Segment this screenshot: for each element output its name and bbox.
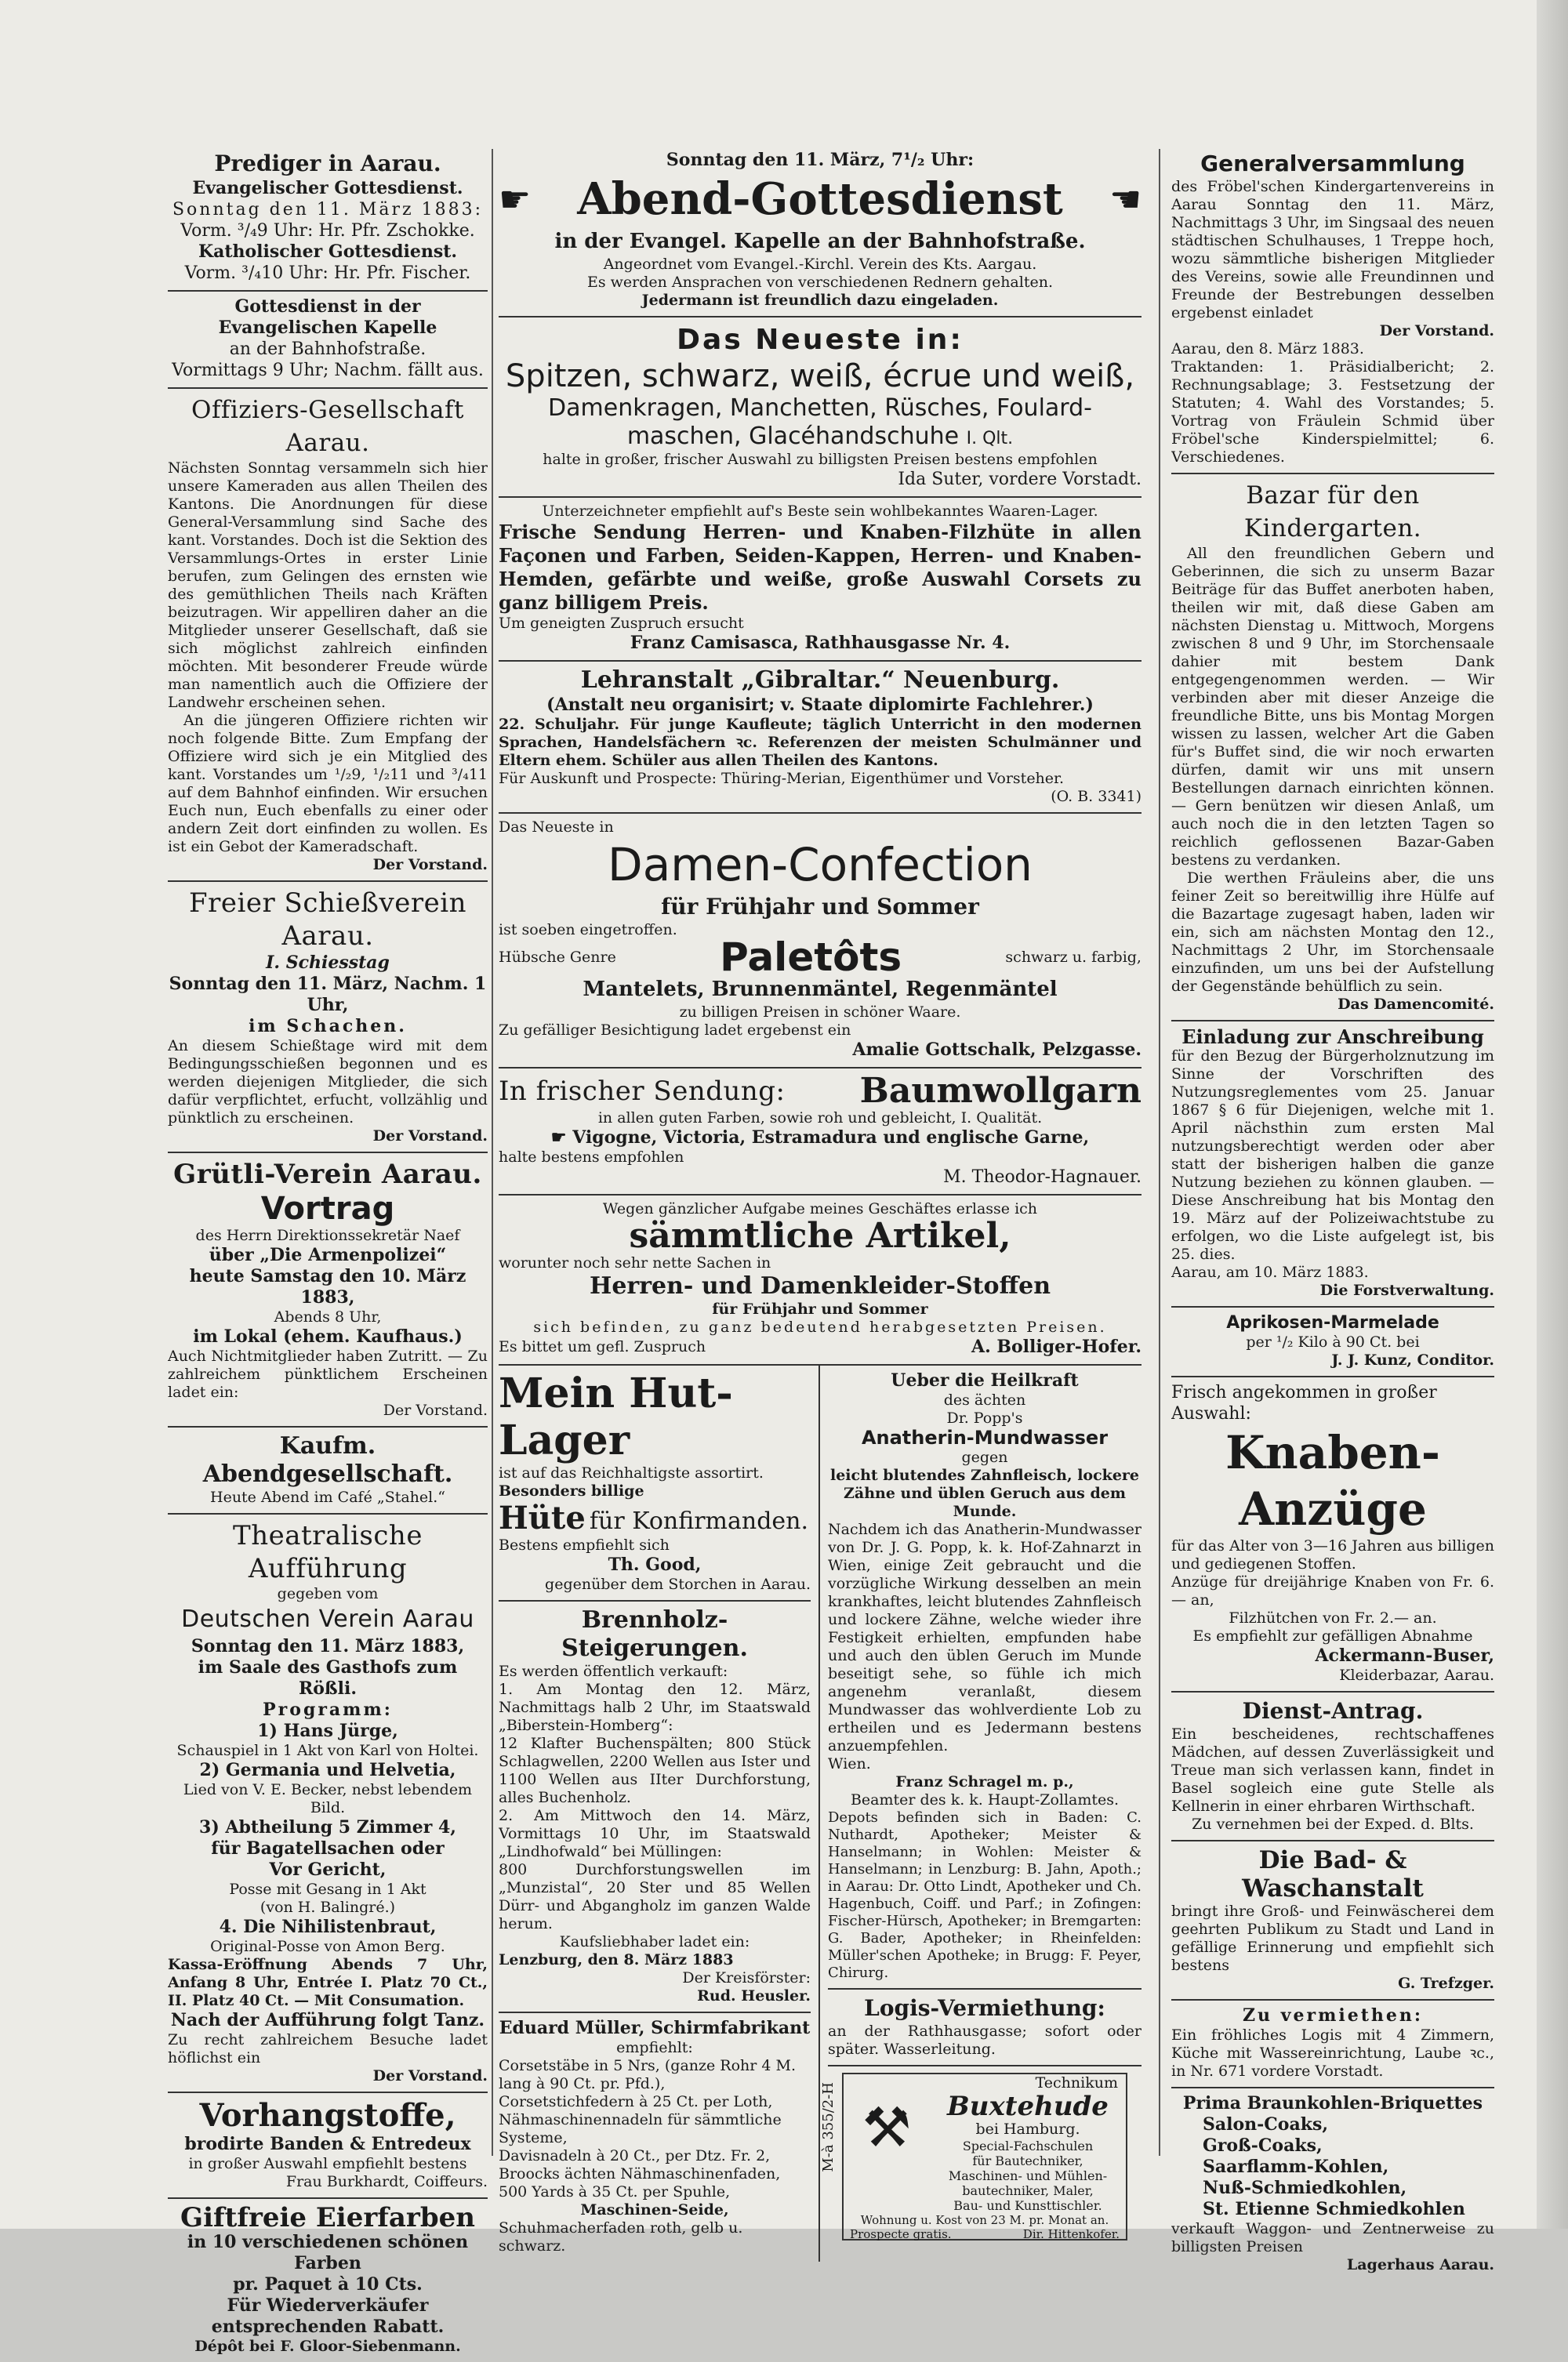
mueller-l7: Maschinen-Seide,: [580, 2201, 729, 2219]
einladung-sign: Die Forstverwaltung.: [1319, 1282, 1494, 1299]
mueller-l8: Schuhmacherfaden roth, gelb u. schwarz.: [499, 2219, 743, 2255]
brennholz-ad: [499, 1602, 811, 2013]
logis-title: Logis-Vermiethung:: [864, 1995, 1105, 2021]
theater-p3d: Posse mit Gesang in 1 Akt: [229, 1881, 426, 1898]
service-date: Sonntag den 11. März 1883:: [172, 200, 484, 220]
vorhang-title: Vorhangstoffe,: [199, 2097, 456, 2134]
gruetli-ad: [168, 1153, 488, 1428]
kapelle-line1: Gottesdienst in der Evangelischen Kapelle: [218, 296, 437, 338]
eier-line2: pr. Paquet à 10 Cts.: [233, 2274, 423, 2295]
eier-title: Giftfreie Eierfarben: [180, 2202, 475, 2233]
camisasca-sign: Franz Camisasca, Rathhausgasse Nr. 4.: [630, 633, 1011, 653]
confection-ad: [499, 814, 1142, 1069]
theater-verein: Deutschen Verein Aarau: [181, 1606, 474, 1633]
heilkraft-l4: gegen: [961, 1449, 1008, 1466]
bazar-body2: Die werthen Fräuleins aber, die uns feiner Zeit so bereitwillig ihre Hülfe auf die Bazartage zugesagt haben, laden wir ein, sich am nächsten Montag den 12., Nachmittags 2 Uhr, im Storchensaale einzufinden, um uns bei der Aufstellung der Gegenstände behülflich zu sein.: [1171, 869, 1494, 995]
brennholz-l5: 800 Durchforstungswellen im „Munzistal“, 20 Ster und 85 Wellen Dürr- und Abgangholz im ganzen Walde herum.: [499, 1861, 811, 1932]
gibraltar-info: Für Auskunft und Prospecte: Thüring-Merian, Eigenthümer und Vorsteher.: [499, 770, 1065, 787]
dienst-line: Zu vernehmen bei der Exped. d. Blts.: [1192, 1816, 1474, 1833]
neueste-title: Das Neueste in:: [677, 324, 964, 356]
kapelle-line2: an der Bahnhofstraße.: [229, 339, 426, 359]
schiessverein-ad: [168, 882, 488, 1153]
kohle-title: Prima Braunkohlen-Briquettes: [1182, 2093, 1483, 2113]
bolliger-l5: Es bittet um gefl. Zuspruch: [499, 1338, 706, 1355]
apri-ad: [1171, 1308, 1494, 1377]
knaben-sign: Ackermann-Buser,: [1315, 1645, 1494, 1666]
camisasca-l1: Unterzeichneter empfiehlt auf's Beste sein wohlbekanntes Waaren-Lager.: [542, 503, 1098, 520]
ev-line: Vorm. ³/₄9 Uhr: Hr. Pfr. Zschokke.: [180, 221, 475, 241]
knaben-sign2: Kleiderbazar, Aarau.: [1339, 1667, 1494, 1684]
einladung-title: Einladung zur Anschreibung: [1181, 1025, 1484, 1048]
brennholz-l2: 1. Am Montag den 12. März, Nachmittags halb 2 Uhr, im Staatswald „Biberstein-Homberg“:: [499, 1681, 811, 1734]
gibraltar-title: Lehranstalt „Gibraltar.“ Neuenburg.: [580, 666, 1060, 694]
baumwoll-l2: Vigogne, Victoria, Estramadura und englische Garne,: [572, 1127, 1090, 1148]
schiess-title: Freier Schießverein Aarau.: [189, 887, 466, 952]
heilkraft-title: Anatherin-Mundwasser: [861, 1427, 1109, 1449]
offiziere-body2: An die jüngeren Offiziere richten wir noch folgende Bitte. Zum Empfang der Offiziere wird sich je ein Mitglied des kant. Vorstandes um ¹/₂9, ¹/₂11 und ³/₄11 auf dem Bahnhof einfinden. Wir ersuchen Euch nun, Euch ebenfalls zu einer oder andern Zeit dort einfinden zu wollen. Es ist ein Gebot der Kameradschaft.: [168, 712, 488, 855]
eier-line4: Dépôt bei F. Gloor-Siebenmann.: [194, 2338, 461, 2355]
theater-sign: Der Vorstand.: [372, 2067, 488, 2084]
confection-paletots: Paletôts: [720, 934, 902, 980]
knaben-l4: Es empfiehlt zur gefälligen Abnahme: [1192, 1627, 1473, 1645]
column-left: [168, 145, 488, 2362]
general-ad: [1171, 145, 1494, 474]
knaben-l2: Anzüge für dreijährige Knaben von Fr. 6.— an,: [1171, 1573, 1494, 1609]
baumwoll-sign: M. Theodor-Hagnauer.: [943, 1167, 1142, 1187]
hutlager-addr: gegenüber dem Storchen in Aarau.: [545, 1576, 811, 1593]
confection-l3: zu billigen Preisen in schöner Waare.: [679, 1003, 961, 1021]
technikum-body: [844, 2092, 1126, 2213]
bazar-body: All den freundlichen Gebern und Geberinnen, die sich zu unserm Bazar Beiträge für das Buffet anerboten haben, theilen wir mit, daß diese Gaben am nächsten Dienstag u. Mittwoch, Morgens zwischen 8 und 9 Uhr, im Storchensaale dahier mit bestem Dank entgegengenommen werden. — Wir verbinden aber mit dieser Anzeige die freundliche Bitte, uns bis Montag Morgen wissen zu lassen, welcher Art die Gaben für's Buffet sind, die wir noch erwarten dürfen, damit wir uns mit unsern Bestellungen darnach einrichten können. — Gern benützen wir diesen Anlaß, um auch noch die in den letzten Tagen so reichlich geflossenen Bazar-Gaben bestens zu verdanken.: [1171, 545, 1494, 869]
vermieten-title: Zu vermiethen:: [1243, 2005, 1423, 2026]
general-trakt: Traktanden: 1. Präsidialbericht; 2. Rechnungsablage; 3. Festsetzung der Statuten; 4. Wahl des Vorstandes; 5. Vortrag von Fräulein Schmid über Fröbel'sche Kinderspielmittel; 6. Verschiedenes.: [1171, 358, 1494, 466]
confection-title: Damen-Confection: [608, 838, 1033, 891]
brennholz-l7: Lenzburg, den 8. März 1883: [499, 1951, 734, 1968]
kohle-sign: Lagerhaus Aarau.: [1346, 2256, 1494, 2273]
bolliger-sign: A. Bolliger-Hofer.: [971, 1337, 1142, 1357]
abend-title: Abend-Gottesdienst: [577, 173, 1063, 225]
schiess-sub: I. Schiesstag: [266, 952, 390, 973]
neueste-qlt: I. Qlt.: [966, 429, 1014, 448]
heilkraft-l5: leicht blutendes Zahnfleisch, lockere Zähne und üblen Geruch aus dem Munde.: [829, 1467, 1140, 1520]
offiziere-sign: Der Vorstand.: [372, 856, 488, 873]
dienst-body: Ein bescheidenes, rechtschaffenes Mädchen, auf dessen Zuverlässigkeit und Treue man sich verlassen kann, findet in Basel sogleich eine gute Stelle als Kellnerin in einer ehrbaren Wirthschaft.: [1171, 1725, 1494, 1815]
baumwoll-l1: in allen guten Farben, sowie roh und gebleicht, I. Qualität.: [597, 1109, 1043, 1127]
confection-l1: ist soeben eingetroffen.: [499, 921, 677, 938]
technikum-l2: für Bautechniker,: [972, 2153, 1083, 2168]
column-rule-right: [1159, 149, 1160, 2156]
kohle-line: verkauft Waggon- und Zentnerweise zu billigsten Preisen: [1171, 2220, 1494, 2255]
gruetli-line1: des Herrn Direktionssekretär Naef: [195, 1227, 460, 1244]
neueste-ad: [499, 317, 1142, 498]
vermieten-ad: [1171, 2001, 1494, 2088]
mueller-ad: [499, 2013, 811, 2262]
prediger-ad: [168, 145, 488, 292]
technikum-l6: Wohnung u. Kost von 23 M. pr. Monat an.: [860, 2213, 1109, 2227]
page-edge: [1537, 0, 1568, 2229]
einladung-ad: [1171, 1021, 1494, 1308]
abend-ad: [499, 145, 1142, 317]
heilkraft-l6: Wien.: [828, 1755, 871, 1772]
technikum-box: [820, 2073, 1127, 2241]
brennholz-l1: Es werden öffentlich verkauft:: [499, 1663, 728, 1680]
bazar-title: Bazar für den Kindergarten.: [1243, 481, 1422, 542]
neueste-l4: halte in großer, frischer Auswahl zu billigsten Preisen bestens empfohlen: [543, 451, 1098, 468]
prediger-title: Prediger in Aarau.: [214, 151, 441, 176]
kohle-item: Salon-Coaks,: [1203, 2114, 1329, 2135]
brennholz-l6: Kaufsliebhaber ladet ein:: [559, 1933, 750, 1950]
hutlager-l2: Besonders billige: [499, 1482, 644, 1500]
bazar-ad: [1171, 474, 1494, 1021]
gibraltar-body: 22. Schuljahr. Für junge Kaufleute; täglich Unterricht in den modernen Sprachen, Handelsfächern ꝛc. Referenzen der meisten Schulmänner und Eltern ehem. Schüler aus allen Theilen des Kantons.: [499, 716, 1142, 769]
bad-sign: G. Trefzger.: [1398, 1975, 1494, 1992]
technikum-footer: [844, 2227, 1126, 2241]
neueste-sign: Ida Suter, vordere Vorstadt.: [898, 470, 1142, 489]
kapelle-line3: Vormittags 9 Uhr; Nachm. fällt aus.: [172, 361, 484, 380]
knaben-l1: für das Alter von 3—16 Jahren aus billigen und gediegenen Stoffen.: [1171, 1537, 1494, 1573]
offiziere-ad: [168, 389, 488, 882]
pointing-hand-right-icon: ☛: [499, 178, 532, 220]
heilkraft-sign: Franz Schragel m. p.,: [895, 1773, 1074, 1791]
knaben-title: Knaben-Anzüge: [1225, 1426, 1440, 1536]
baumwoll-ad: [499, 1069, 1142, 1196]
theater-p2d: Lied von V. E. Becker, nebst lebendem Bild.: [183, 1781, 473, 1816]
technikum-l7: Prospecte gratis.: [850, 2227, 952, 2241]
offiziere-body: Nächsten Sonntag versammeln sich hier unsere Kameraden aus allen Theilen des Kantons. Die Anordnungen für diese General-Versammlung sind Sache des kant. Vorstandes. Doch ist die Sektion des Versammlungs-Ortes in erster Linie berufen, zum Gelingen des ernsten wie des gemüthlichen Theils nach Kräften beizutragen. Wir appelliren daher an die Mitglieder unserer Gesellschaft, daß sie sich möglichst zahlreich einfinden möchten. Mit besonderer Freude würde man namentlich auch die Offiziere der Landwehr erscheinen sehen.: [168, 459, 488, 711]
baumwoll-l3: halte bestens empfohlen: [499, 1148, 684, 1166]
apri-line: per ¹/₂ Kilo à 90 Ct. bei: [1246, 1333, 1420, 1351]
hutlager-l4: Bestens empfiehlt sich: [499, 1537, 670, 1554]
kaufm-ad: [168, 1428, 488, 1515]
general-sign: Der Vorstand.: [1379, 322, 1494, 339]
einladung-date: Aarau, am 10. März 1883.: [1171, 1264, 1369, 1281]
technikum-l8: Dir. Hittenkofer.: [1022, 2227, 1120, 2241]
offiziere-title: Offiziers-Gesellschaft Aarau.: [191, 396, 464, 457]
compass-icon: ⚒: [862, 2095, 912, 2160]
baumwoll-title: Baumwollgarn: [859, 1071, 1142, 1111]
technikum-stamp: M-à 355/2-H: [820, 2082, 837, 2172]
hutlager-hute-row: [499, 1500, 811, 1537]
bolliger-l2: worunter noch sehr nette Sachen in: [499, 1254, 771, 1272]
technikum-text: [930, 2092, 1126, 2213]
vermieten-body: Ein fröhliches Logis mit 4 Zimmern, Küche mit Wassereinrichtung, Laube ꝛc., in Nr. 671 vordere Vorstadt.: [1171, 2026, 1494, 2080]
schiess-date: Sonntag den 11. März, Nachm. 1 Uhr,: [169, 974, 487, 1015]
general-title: Generalversammlung: [1200, 151, 1465, 176]
brennholz-sign: Rud. Heusler.: [697, 1987, 811, 2005]
technikum-city: bei Hamburg.: [975, 2121, 1080, 2138]
kohle-item: Saarflamm-Kohlen,: [1203, 2157, 1389, 2177]
neueste-l3: maschen, Glacéhandschuhe: [626, 423, 960, 450]
gruetli-vortrag: Vortrag: [260, 1191, 395, 1227]
vorhang-ad: [168, 2093, 488, 2199]
technikum-label: Technikum: [1035, 2074, 1118, 2092]
eier-line3: Für Wiederverkäufer entsprechenden Rabatt.: [211, 2295, 445, 2337]
bazar-sign: Das Damencomité.: [1338, 996, 1494, 1013]
theater-p3: 3) Abtheilung 5 Zimmer 4,: [199, 1817, 456, 1838]
technikum-l5: Bau- und Kunsttischler.: [953, 2198, 1102, 2213]
gruetli-line6: Auch Nichtmitglieder haben Zutritt. — Zu zahlreichem pünktlichem Erscheinen ladet ein:: [168, 1348, 488, 1401]
heilkraft-l3: Dr. Popp's: [946, 1410, 1023, 1427]
heilkraft-l2: des ächten: [943, 1391, 1026, 1409]
bolliger-l4: sich befinden, zu ganz bedeutend herabgesetzten Preisen.: [533, 1319, 1107, 1336]
baumwoll-l2-row: [499, 1127, 1142, 1148]
theater-p2: 2) Germania und Helvetia,: [199, 1760, 456, 1780]
gibraltar-sub: (Anstalt neu organisirt; v. Staate diplomirte Fachlehrer.): [546, 695, 1094, 715]
theater-p4: 4. Die Nihilistenbraut,: [219, 1917, 437, 1937]
kath-head: Katholischer Gottesdienst.: [198, 241, 458, 262]
kohle-item: Nuß-Schmiedkohlen,: [1203, 2178, 1407, 2198]
brennholz-l4: 2. Am Mittwoch den 14. März, Vormittags 10 Uhr, im Staatswald „Lindhofwald“ bei Müllingen:: [499, 1807, 811, 1860]
hutlager-ad: [499, 1366, 811, 1602]
heilkraft-depots: Depots befinden sich in Baden: C. Nuthardt, Apotheker; Meister & Hanselmann; in Wohlen: Meister & Hanselmann; in Lenzburg: B. Jahn, Apoth.; in Aarau: Dr. Otto Lindt, Apotheker und Ch. Hagenbuch, Coiff. und Parf.; in Zofingen: Fischer-Hürsch, Apotheker; in Bremgarten: G. Bader, Apotheker; in Rheinfelden: Müller'schen Apotheke; in Brugg: F. Peyer, Chirurg.: [828, 1809, 1142, 1981]
einladung-body: für den Bezug der Bürgerholznutzung im Sinne der Vorschriften des Nutzungsreglementes vom 25. Januar 1867 § 6 für Diejenigen, welche mit 1. April nächsthin zum ersten Mal nutzungsberechtigt werden oder aber statt der bisherigen halben die ganze Nutzung beziehen zu können glauben. — Diese Anschreibung hat bis Montag den 19. März auf der Polizeiwachtstube zu erfolgen, wo die Liste aufgelegt ist, bis 25. dies.: [1171, 1047, 1494, 1263]
mueller-l5: Davisnadeln à 20 Ct., per Dtz. Fr. 2,: [499, 2147, 771, 2164]
eier-line1: in 10 verschiedenen schönen Farben: [187, 2232, 469, 2273]
abend-l3: Es werden Ansprachen von verschiedenen Rednern gehalten.: [587, 274, 1053, 291]
heilkraft-ad: [828, 1366, 1142, 1990]
baumwoll-title-row: [499, 1073, 1142, 1109]
theater-date: Sonntag den 11. März 1883,: [191, 1636, 465, 1656]
bad-ad: [1171, 1841, 1494, 2001]
neueste-l2: Damenkragen, Manchetten, Rüsches, Foulard-: [548, 394, 1092, 422]
confection-pre: Das Neueste in: [499, 818, 614, 836]
mueller-l2: Corsetstäbe in 5 Nrs, (ganze Rohr 4 M. lang à 90 Ct. pr. Pfd.),: [499, 2057, 797, 2092]
heilkraft-role: Beamter des k. k. Haupt-Zollamtes.: [850, 1791, 1120, 1809]
neueste-l1: Spitzen, schwarz, weiß, écrue und weiß,: [505, 358, 1135, 394]
bad-body: bringt ihre Groß- und Feinwäscherei dem geehrten Publikum zu Stadt und Land in gefällige Erinnerung und empfiehlt sich bestens: [1171, 1903, 1494, 1974]
kohle-item: Groß-Coaks,: [1203, 2135, 1323, 2156]
column-middle: [499, 145, 1142, 2262]
middle-split-right: [820, 1366, 1142, 2262]
technikum-l3: Maschinen- und Mühlen-: [948, 2168, 1108, 2183]
column-right: [1171, 145, 1494, 2280]
mueller-l4: Nähmaschinennadeln für sämmtliche Systeme,: [499, 2111, 782, 2146]
camisasca-ad: [499, 498, 1142, 662]
knaben-ad: [1171, 1377, 1494, 1693]
gruetli-line2: über „Die Armenpolizei“: [209, 1245, 447, 1265]
theater-kassa: Kassa-Eröffnung Abends 7 Uhr, Anfang 8 Uhr, Entrée I. Platz 70 Ct., II. Platz 40 Ct. — Mit Consumation.: [168, 1956, 488, 2009]
mueller-title: Eduard Müller, Schirmfabrikant: [499, 2018, 811, 2038]
kohle-item: St. Etienne Schmiedkohlen: [1203, 2199, 1465, 2219]
theater-given: gegeben vom: [277, 1585, 379, 1602]
confection-color: schwarz u. farbig,: [1005, 948, 1142, 966]
kapelle-ad: [168, 292, 488, 389]
technikum-name: Buxtehude: [947, 2091, 1109, 2122]
pointing-hand-icon: ☛: [550, 1127, 573, 1148]
theater-ad: [168, 1515, 488, 2093]
theater-p1: 1) Hans Jürge,: [257, 1721, 398, 1741]
hutlager-l3: für Konfirmanden.: [589, 1508, 809, 1535]
theater-p1d: Schauspiel in 1 Akt von Karl von Holtei.: [176, 1742, 479, 1759]
theater-p3b: für Bagatellsachen oder: [211, 1838, 445, 1859]
column-rule-left: [492, 149, 493, 2156]
dienst-title: Dienst-Antrag.: [1242, 1698, 1424, 1724]
theater-place: im Saale des Gasthofs zum Rößli.: [198, 1657, 458, 1699]
general-date: Aarau, den 8. März 1883.: [1171, 340, 1364, 357]
bolliger-sign-row: [499, 1337, 1142, 1358]
vorhang-sub: brodirte Banden & Entredeux: [184, 2134, 471, 2154]
bolliger-ad: [499, 1196, 1142, 1366]
theater-prog: Programm:: [263, 1700, 393, 1720]
apri-sign: J. J. Kunz, Conditor.: [1331, 1352, 1494, 1369]
bolliger-title: sämmtliche Artikel,: [629, 1216, 1011, 1256]
gruetli-line3: heute Samstag den 10. März 1883,: [189, 1266, 466, 1308]
confection-l4: Zu gefälliger Besichtigung ladet ergebenst ein: [499, 1021, 851, 1039]
knaben-pre: Frisch angekommen in großer Auswahl:: [1171, 1383, 1437, 1424]
apri-title: Aprikosen-Marmelade: [1226, 1313, 1439, 1333]
theater-invite: Zu recht zahlreichem Besuche ladet höflichst ein: [168, 2031, 488, 2066]
theater-tanz: Nach der Aufführung folgt Tanz.: [170, 2010, 485, 2030]
abend-top: Sonntag den 11. März, 7¹/₂ Uhr:: [666, 150, 975, 170]
kaufm-title: Kaufm. Abendgesellschaft.: [202, 1432, 453, 1488]
kaufm-line: Heute Abend im Café „Stahel.“: [210, 1489, 445, 1506]
knaben-l3: Filzhütchen von Fr. 2.— an.: [1229, 1609, 1437, 1627]
confection-sub: für Frühjahr und Sommer: [661, 894, 979, 920]
middle-split-left: [499, 1366, 820, 2262]
mueller-l6: Broocks ächten Nähmaschinenfaden, 500 Yards à 35 Ct. per Spuhle,: [499, 2165, 781, 2201]
schiess-place: im Schachen.: [249, 1016, 407, 1036]
mueller-l1: empfiehlt:: [616, 2039, 693, 2056]
hutlager-l1: ist auf das Reichhaltigste assortirt.: [499, 1464, 764, 1482]
camisasca-l3: Um geneigten Zuspruch ersucht: [499, 615, 744, 632]
vorhang-line: in großer Auswahl empfiehlt bestens: [188, 2155, 467, 2172]
bolliger-l1: Wegen gänzlicher Aufgabe meines Geschäftes erlasse ich: [602, 1200, 1038, 1217]
bolliger-l3: für Frühjahr und Sommer: [712, 1301, 928, 1318]
baumwoll-pre: In frischer Sendung:: [499, 1076, 786, 1107]
general-body: des Fröbel'schen Kindergartenvereins in Aarau Sonntag den 11. März, Nachmittags 3 Uhr, im Singsaal des neuen städtischen Schulhauses, 1 Treppe hoch, wozu sämmtliche bisherigen Mitglieder des Vereins, sowie alle Freundinnen und Freunde der Bestrebungen desselben ergebenst einladet: [1171, 178, 1494, 321]
camisasca-l2: Frische Sendung Herren- und Knaben-Filzhüte in allen Façonen und Farben, Seiden-Kappen, Herren- und Knaben-Hemden, gefärbte und weiße, große Auswahl Corsets zu ganz billigem Preis.: [499, 521, 1142, 614]
neueste-l3-row: [499, 423, 1142, 451]
theater-title: Theatralische Aufführung: [233, 1520, 423, 1584]
technikum-l1: Special-Fachschulen: [962, 2139, 1094, 2153]
heilkraft-l1: Ueber die Heilkraft: [891, 1370, 1079, 1391]
abend-title-row: [499, 171, 1142, 227]
schiess-sign: Der Vorstand.: [372, 1127, 488, 1145]
hutlager-title: Mein Hut-Lager: [499, 1370, 733, 1464]
abend-l1: in der Evangel. Kapelle an der Bahnhofstraße.: [554, 230, 1086, 253]
gruetli-line5: im Lokal (ehem. Kaufhaus.): [193, 1326, 463, 1347]
brennholz-l8: Der Kreisförster:: [682, 1969, 811, 1986]
brennholz-title: Brennholz-Steigerungen.: [561, 1606, 748, 1662]
schiess-body: An diesem Schießtage wird mit dem Bedingungsschießen begonnen und es werden diejenigen Mitglieder, die sich dafür verpflichtet, erfucht, vollzählig und pünktlich zu erscheinen.: [168, 1037, 488, 1127]
technikum-l4: bautechniker, Maler,: [962, 2183, 1094, 2198]
theater-p4d: Original-Posse von Amon Berg.: [210, 1938, 445, 1955]
heilkraft-body: Nachdem ich das Anatherin-Mundwasser von Dr. J. G. Popp, k. k. Hof-Zahnarzt in Wien, einige Zeit gebraucht und die vorzügliche Wirkung desselben an mein krankhaftes, leicht blutendes Zahnfleisch und lockere Zähne, welche wieder ihre Festigkeit erhielten, empfunden habe und auch den üblen Geruch im Munde beseitigt sehe, so fühle ich mich angenehm veranlaßt, diesem Mundwasser das wohlverdiente Lob zu ertheilen und es Jedermann bestens anzuempfehlen.: [828, 1521, 1142, 1754]
theater-p3e: (von H. Balingré.): [260, 1899, 396, 1916]
confection-genre: Hübsche Genre: [499, 948, 616, 966]
gruetli-sign: Der Vorstand.: [383, 1402, 488, 1419]
theater-p3c: Vor Gericht,: [269, 1859, 387, 1880]
kohle-ad: [1171, 2088, 1494, 2280]
confection-sign: Amalie Gottschalk, Pelzgasse.: [852, 1039, 1142, 1060]
gruetli-title: Grütli-Verein Aarau.: [173, 1159, 482, 1190]
vorhang-sign: Frau Burkhardt, Coiffeurs.: [285, 2173, 488, 2190]
eier-ad: [168, 2199, 488, 2362]
paletots-row: [499, 934, 1142, 980]
brennholz-l3: 12 Klafter Buchenspälten; 800 Stück Schlagwellen, 2200 Wellen aus Ister und 1100 Wellen aus IIter Durchforstung, alles Buchenholz.: [499, 1735, 811, 1806]
logis-ad: [828, 1990, 1142, 2066]
confection-l2: Mantelets, Brunnenmäntel, Regenmäntel: [583, 978, 1058, 1001]
bolliger-sub: Herren- und Damenkleider-Stoffen: [589, 1272, 1051, 1300]
abend-l4: Jedermann ist freundlich dazu eingeladen.: [641, 292, 999, 309]
hutlager-hute: Hüte: [499, 1500, 586, 1537]
dienst-ad: [1171, 1693, 1494, 1841]
gibraltar-code: (O. B. 3341): [1051, 788, 1142, 805]
logis-l1: an der Rathhausgasse; sofort oder später. Wasserleitung.: [828, 2023, 1142, 2058]
ev-head: Evangelischer Gottesdienst.: [192, 178, 463, 198]
hutlager-sign: Th. Good,: [608, 1555, 702, 1575]
pointing-hand-left-icon: ☛: [1109, 178, 1142, 220]
gibraltar-ad: [499, 662, 1142, 814]
kath-line: Vorm. ³/₄10 Uhr: Hr. Pfr. Fischer.: [184, 263, 471, 283]
middle-split: [499, 1366, 1142, 2262]
mueller-l3: Corsetstichfedern à 25 Ct. per Loth,: [499, 2093, 773, 2110]
abend-l2: Angeordnet vom Evangel.-Kirchl. Verein des Kts. Aargau.: [603, 256, 1037, 273]
bad-title: Die Bad- & Waschanstalt: [1242, 1846, 1424, 1903]
gruetli-line4: Abends 8 Uhr,: [274, 1308, 382, 1326]
technikum-ad: [820, 2073, 1142, 2241]
